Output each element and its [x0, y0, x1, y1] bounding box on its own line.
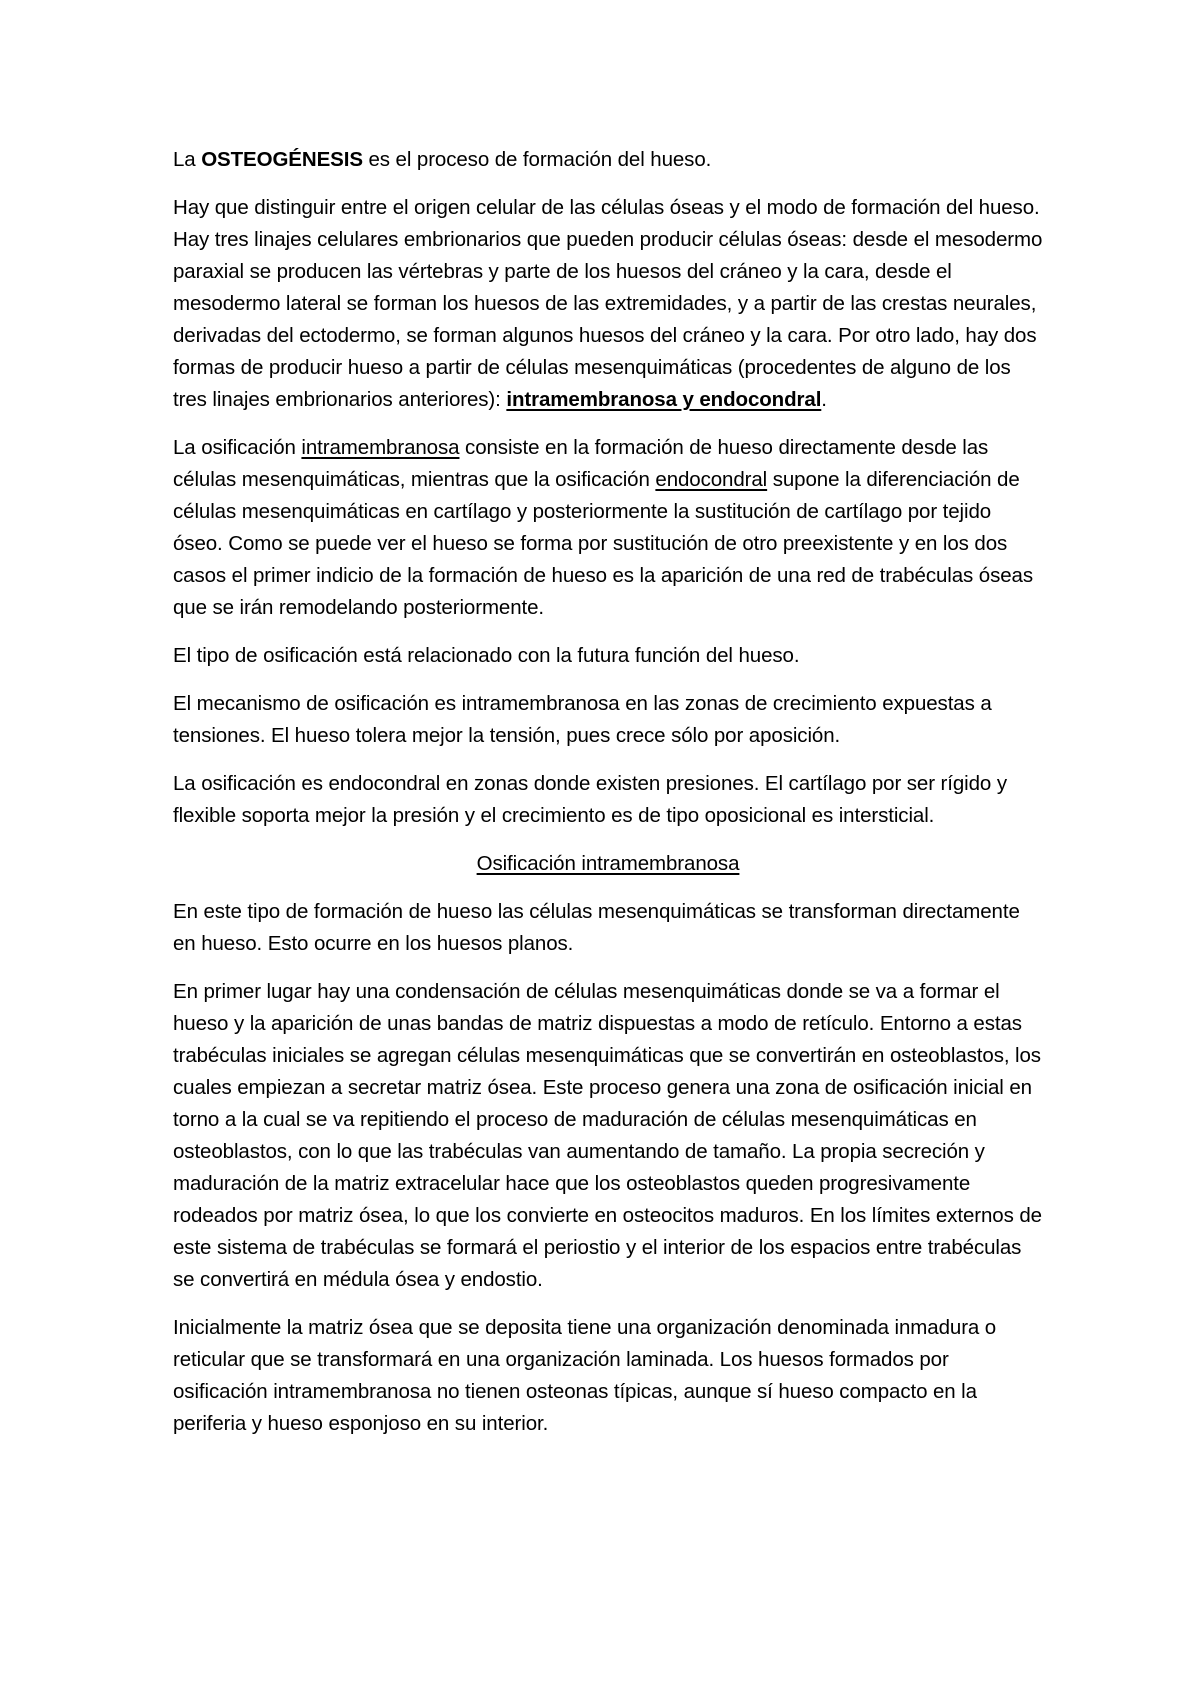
text-segment: es el proceso de formación del hueso. [362, 148, 712, 171]
term-endocondral: endocondral [655, 468, 768, 491]
paragraph-origin [173, 192, 1043, 416]
paragraph-intramembranous-process: En primer lugar hay una condensación de células mesenquimáticas donde se va a formar el hueso y la aparición de unas bandas de matriz dispuestas a modo de retículo. Entorno a estas trabéculas iniciales se agregan células mesenquimáticas que se convertirán en osteoblastos, los cuales empiezan a secretar matriz ósea. Este proceso genera una zona de osificación inicial en torno a la cual se va repitiendo el proceso de maduración de células mesenquimáticas en osteoblastos, con lo que las trabéculas van aumentando de tamaño. La propia secreción y maduración de la matriz extracelular hace que los osteoblastos queden progresivamente rodeados por matriz ósea, lo que los convierte en osteocitos maduros. En los límites externos de este sistema de trabéculas se formará el periostio y el interior de los espacios entre trabéculas se convertirá en médula ósea y endostio. [173, 980, 1042, 1291]
paragraph-matrix-organization: Inicialmente la matriz ósea que se deposita tiene una organización denominada inmadura o reticular que se transformará en una organización laminada. Los huesos formados por osificación intramembranosa no tienen osteonas típicas, aunque sí hueso compacto en la periferia y hueso esponjoso en su interior. [173, 1316, 997, 1435]
term-osteogenesis: OSTEOGÉNESIS [201, 148, 363, 171]
section-heading [173, 848, 1043, 880]
term-ossification-types: intramembranosa y endocondral [506, 388, 822, 411]
paragraph-ossification-comparison [173, 432, 1043, 624]
heading-text: Osificación intramembranosa [476, 852, 740, 875]
term-intramembranosa: intramembranosa [301, 436, 460, 459]
document-body [173, 144, 1043, 1456]
paragraph-function: El tipo de osificación está relacionado con la futura función del hueso. [173, 644, 800, 667]
text-segment: supone la diferenciación de células mesenquimáticas en cartílago y posteriormente la sustitución de cartílago por tejido óseo. Como se puede ver el hueso se forma por sustitución de otro preexistente y en los dos casos el primer indicio de la formación de hueso es la aparición de una red de trabéculas óseas que se irán remodelando posteriormente. [173, 468, 1033, 619]
text-segment: . [821, 388, 827, 411]
paragraph-definition [173, 144, 1043, 176]
text-segment: La osificación [173, 436, 302, 459]
text-segment: La [173, 148, 202, 171]
paragraph-tension: El mecanismo de osificación es intramembranosa en las zonas de crecimiento expuestas a tensiones. El hueso tolera mejor la tensión, pues crece sólo por aposición. [173, 692, 992, 747]
text-segment: consiste en la formación de hueso directamente desde las células mesenquimáticas, mientras que la osificación [173, 436, 989, 491]
paragraph-intramembranous-intro: En este tipo de formación de hueso las células mesenquimáticas se transforman directamente en hueso. Esto ocurre en los huesos planos. [173, 900, 1020, 955]
text-segment: Hay que distinguir entre el origen celular de las células óseas y el modo de formación del hueso. Hay tres linajes celulares embrionarios que pueden producir células óseas: desde el mesodermo paraxial se producen las vértebras y parte de los huesos del cráneo y la cara, desde el mesodermo lateral se forman los huesos de las extremidades, y a partir de las crestas neurales, derivadas del ectodermo, se forman algunos huesos del cráneo y la cara. Por otro lado, hay dos formas de producir hueso a partir de células mesenquimáticas (procedentes de alguno de los tres linajes embrionarios anteriores): [173, 196, 1043, 411]
paragraph-pressure: La osificación es endocondral en zonas donde existen presiones. El cartílago por ser rígido y flexible soporta mejor la presión y el crecimiento es de tipo oposicional es intersticial. [173, 772, 1007, 827]
